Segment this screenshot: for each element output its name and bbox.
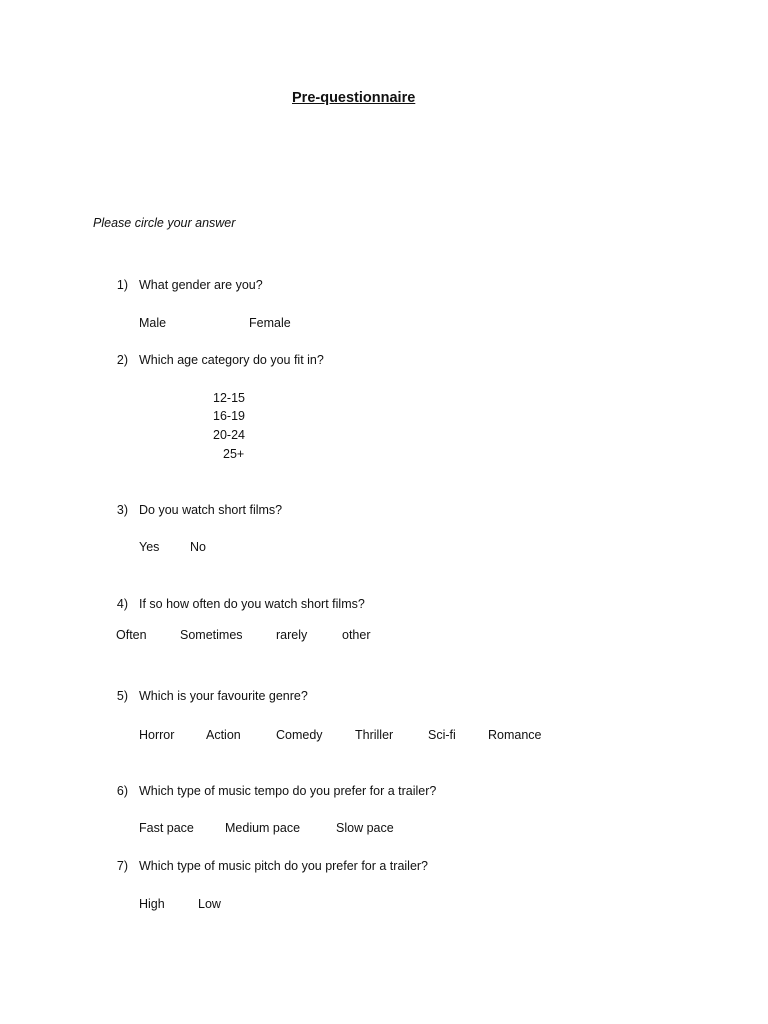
question-4-number: 4) xyxy=(116,597,128,611)
answer-option-fast-pace[interactable]: Fast pace xyxy=(139,821,194,835)
answer-option-25-plus[interactable]: 25+ xyxy=(223,447,245,461)
question-7-number: 7) xyxy=(116,859,128,873)
page-title: Pre-questionnaire xyxy=(292,90,416,106)
question-5-number: 5) xyxy=(116,689,128,703)
answer-option-sci-fi[interactable]: Sci-fi xyxy=(428,728,456,742)
question-3-text: Do you watch short films? xyxy=(139,503,283,517)
question-4-text: If so how often do you watch short films? xyxy=(139,597,365,611)
answer-option-male[interactable]: Male xyxy=(139,316,167,330)
question-2-number: 2) xyxy=(116,353,128,367)
answer-option-16-19[interactable]: 16-19 xyxy=(213,409,245,423)
answer-option-rarely[interactable]: rarely xyxy=(276,628,308,642)
question-6-number: 6) xyxy=(116,784,128,798)
question-1-number: 1) xyxy=(116,278,128,292)
instruction-text: Please circle your answer xyxy=(93,216,236,230)
answer-option-action[interactable]: Action xyxy=(206,728,241,742)
answer-option-horror[interactable]: Horror xyxy=(139,728,175,742)
answer-option-often[interactable]: Often xyxy=(116,628,147,642)
answer-option-20-24[interactable]: 20-24 xyxy=(213,428,245,442)
answer-option-thriller[interactable]: Thriller xyxy=(355,728,394,742)
answer-option-no[interactable]: No xyxy=(190,540,206,554)
answer-option-other[interactable]: other xyxy=(342,628,371,642)
answer-option-female[interactable]: Female xyxy=(249,316,291,330)
answer-option-comedy[interactable]: Comedy xyxy=(276,728,323,742)
question-7-text: Which type of music pitch do you prefer for a trailer? xyxy=(139,859,429,873)
answer-option-slow-pace[interactable]: Slow pace xyxy=(336,821,394,835)
answer-option-low[interactable]: Low xyxy=(198,897,221,911)
question-2-text: Which age category do you fit in? xyxy=(139,353,324,367)
question-3-number: 3) xyxy=(116,503,128,517)
question-5-text: Which is your favourite genre? xyxy=(139,689,308,703)
answer-option-sometimes[interactable]: Sometimes xyxy=(180,628,243,642)
question-1-text: What gender are you? xyxy=(139,278,263,292)
answer-option-high[interactable]: High xyxy=(139,897,165,911)
question-6-text: Which type of music tempo do you prefer for a trailer? xyxy=(139,784,437,798)
answer-option-romance[interactable]: Romance xyxy=(488,728,542,742)
answer-option-yes[interactable]: Yes xyxy=(139,540,160,554)
answer-option-medium-pace[interactable]: Medium pace xyxy=(225,821,301,835)
answer-option-12-15[interactable]: 12-15 xyxy=(213,391,245,405)
